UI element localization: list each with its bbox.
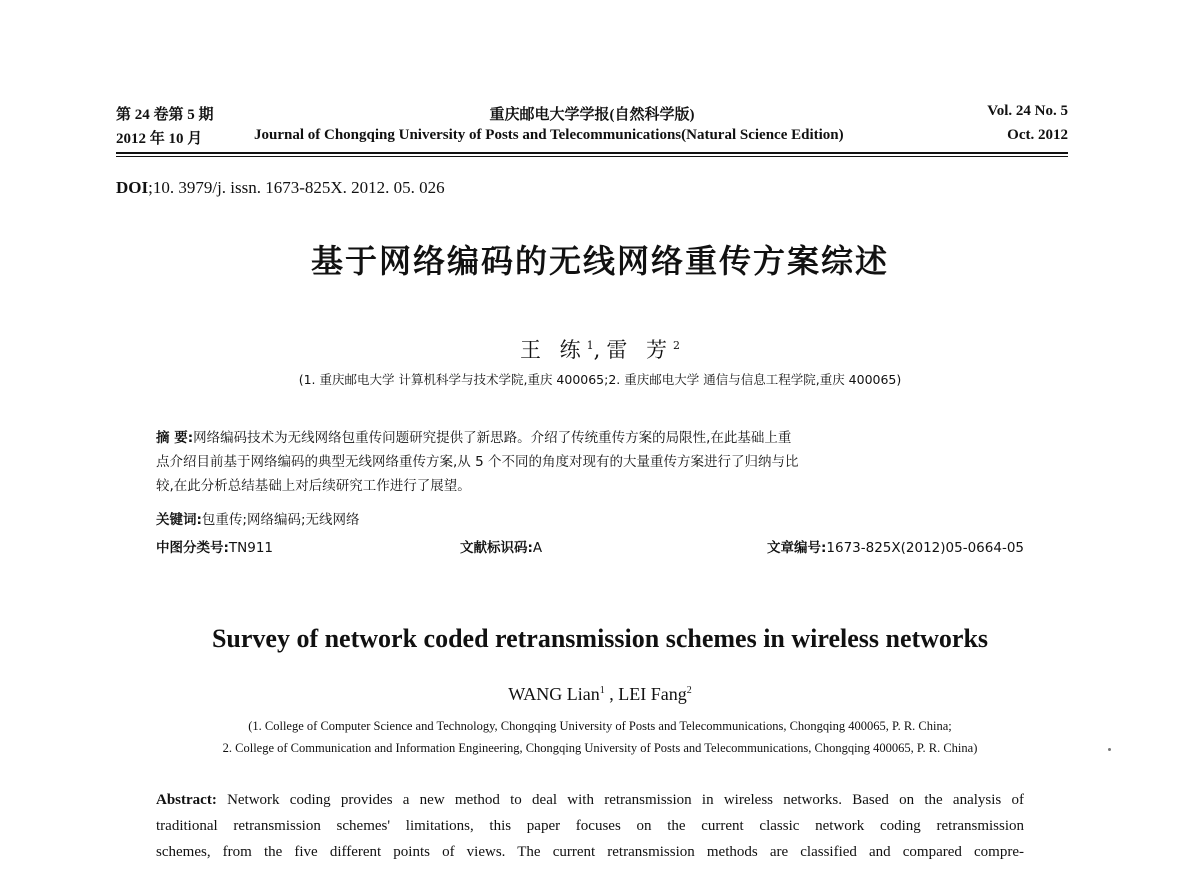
author-separator-en: , (604, 684, 619, 704)
keywords-cn-label: 关键词: (156, 512, 202, 528)
keywords-cn (156, 508, 360, 528)
abstract-en-text-1: Network coding provides a new method to deal with retransmission in wireless networks. Based on the analysis of (216, 792, 1024, 808)
doi-label: DOI (116, 178, 149, 197)
abstract-cn-line-1 (156, 426, 1024, 450)
running-header-top (116, 103, 1068, 125)
author-separator-cn: , (593, 338, 607, 362)
authors-cn (0, 334, 1200, 364)
affiliation-en-line-1: (1. College of Computer Science and Technology, Chongqing University of Posts and Telecommunications, Chongqing 400065, P. R. China; (248, 719, 952, 733)
paper-title-en: Survey of network coded retransmission schemes in wireless networks (211, 624, 989, 653)
document-code-label: 文献标识码: (460, 540, 533, 556)
abstract-en-line-1 (156, 787, 1024, 813)
abstract-en-line-3: schemes, from the five different points of views. The current retransmission methods are classified and compared compre- (156, 844, 1024, 860)
abstract-cn-line-2: 点介绍目前基于网络编码的典型无线网络重传方案,从 5 个不同的角度对现有的大量重传方案进行了归纳与比 (156, 454, 799, 470)
abstract-cn (156, 426, 1024, 498)
journal-name-en: Journal of Chongqing University of Posts and Telecommunications(Natural Science Edition) (254, 127, 844, 143)
abstract-en (156, 787, 1024, 865)
author2-cn-affil-mark: 2 (673, 339, 681, 352)
classification-row (156, 536, 1024, 558)
article-number-value: 1673-825X(2012)05-0664-05 (826, 540, 1024, 556)
author2-cn: 雷 芳 (606, 338, 674, 362)
document-code-value: A (532, 540, 543, 556)
abstract-en-label: Abstract: (156, 792, 217, 808)
doi-line (116, 178, 445, 198)
affiliation-en-line-2: 2. College of Communication and Information Engineering, Chongqing University of Posts and Telecommunications, Chongqing 400065, P. R. China) (222, 741, 978, 755)
abstract-cn-label: 摘 要: (156, 430, 194, 446)
running-header-bottom (116, 127, 1068, 149)
author2-en: LEI Fang (618, 684, 687, 704)
journal-name-cn: 重庆邮电大学学报(自然科学版) (489, 107, 695, 123)
volume-issue-en: Vol. 24 No. 5 (987, 103, 1068, 119)
clc-value: TN911 (228, 540, 274, 556)
author1-cn-affil-mark: 1 (586, 339, 594, 352)
doi-value: ;10. 3979/j. issn. 1673-825X. 2012. 05. 026 (148, 178, 445, 197)
header-rule-thin (116, 156, 1068, 157)
document-code (460, 536, 542, 556)
affiliation-cn: (1. 重庆邮电大学 计算机科学与技术学院,重庆 400065;2. 重庆邮电大学 通信与信息工程学院,重庆 400065) (298, 372, 902, 387)
article-number (767, 536, 1024, 556)
article-number-label: 文章编号: (767, 540, 827, 556)
date-cn: 2012 年 10 月 (116, 131, 203, 147)
author1-en-affil-mark: 1 (599, 685, 605, 696)
author1-en: WANG Lian (508, 684, 600, 704)
author1-cn: 王 练 (519, 338, 587, 362)
author2-en-affil-mark: 2 (686, 685, 692, 696)
clc-number (156, 536, 273, 556)
volume-issue-cn: 第 24 卷第 5 期 (116, 107, 214, 123)
date-en: Oct. 2012 (1007, 127, 1068, 143)
abstract-cn-text-1: 网络编码技术为无线网络包重传问题研究提供了新思路。介绍了传统重传方案的局限性,在此基础上重 (193, 430, 792, 446)
paper-title-cn: 基于网络编码的无线网络重传方案综述 (310, 242, 889, 280)
clc-label: 中图分类号: (156, 540, 229, 556)
scan-speck (1108, 748, 1111, 751)
authors-en (0, 684, 1200, 705)
abstract-cn-line-3: 较,在此分析总结基础上对后续研究工作进行了展望。 (156, 478, 471, 494)
keywords-cn-value: 包重传;网络编码;无线网络 (201, 512, 360, 528)
abstract-en-line-2: traditional retransmission schemes' limitations, this paper focuses on the current classic network coding retransmission (156, 818, 1024, 834)
header-rule-thick (116, 152, 1068, 154)
